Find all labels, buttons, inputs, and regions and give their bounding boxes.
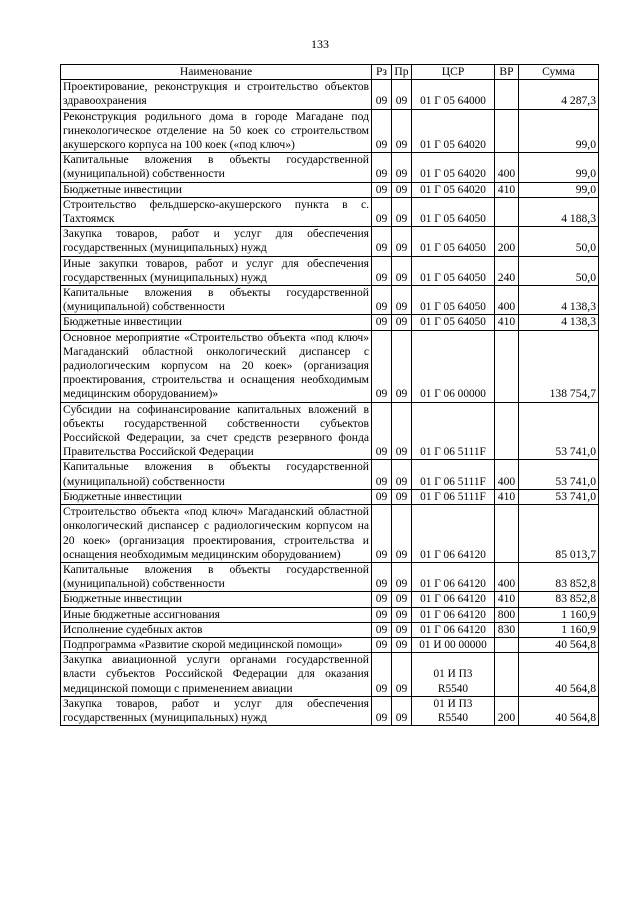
row-rz: 09: [372, 696, 392, 725]
row-sum: 83 852,8: [519, 562, 599, 591]
row-pr: 09: [392, 227, 412, 256]
row-pr: 09: [392, 402, 412, 460]
row-rz: 09: [372, 315, 392, 330]
row-sum: 99,0: [519, 109, 599, 153]
table-row: [61, 653, 599, 697]
row-vr: [495, 637, 519, 652]
header-name: Наименование: [61, 65, 372, 80]
row-vr: 400: [495, 460, 519, 489]
row-csr: 01 Г 05 64020: [412, 182, 495, 197]
row-name: Закупка авиационной услуги органами государственной власти субъектов Российской Федерации для оказания медицинской помощи с применением авиации: [61, 653, 372, 697]
row-csr: 01 Г 05 64050: [412, 286, 495, 315]
row-name: Закупка товаров, работ и услуг для обеспечения государственных (муниципальных) нужд: [61, 696, 372, 725]
row-name: Капитальные вложения в объекты государственной (муниципальной) собственности: [61, 562, 372, 591]
row-sum: 53 741,0: [519, 460, 599, 489]
row-name: Бюджетные инвестиции: [61, 489, 372, 504]
row-vr: 400: [495, 562, 519, 591]
row-name: Субсидии на софинансирование капитальных вложений в объекты государственной собственности субъектов Российской Федерации, за счет средств резервного фонда Правительства Российской Федерации: [61, 402, 372, 460]
row-vr: [495, 505, 519, 563]
row-pr: 09: [392, 315, 412, 330]
row-vr: [495, 653, 519, 697]
row-name: Основное мероприятие «Строительство объекта «под ключ» Магаданский областной онкологический диспансер с радиологическим корпусом на 20 коек» (организация проектирования, строительства и оснащения необходимым медицинским оборудованием)»: [61, 330, 372, 402]
row-vr: [495, 109, 519, 153]
row-sum: 53 741,0: [519, 489, 599, 504]
table-row: [61, 182, 599, 197]
row-sum: 53 741,0: [519, 402, 599, 460]
row-vr: 830: [495, 622, 519, 637]
row-name: Бюджетные инвестиции: [61, 592, 372, 607]
header-sum: Сумма: [519, 65, 599, 80]
table-row: [61, 622, 599, 637]
table-row: [61, 256, 599, 285]
table-row: [61, 315, 599, 330]
row-csr: 01 Г 05 64020: [412, 153, 495, 182]
row-csr: 01 И П3 R5540: [412, 653, 495, 697]
row-sum: 40 564,8: [519, 637, 599, 652]
row-pr: 09: [392, 653, 412, 697]
row-csr: 01 Г 06 64120: [412, 505, 495, 563]
row-sum: 138 754,7: [519, 330, 599, 402]
budget-table: [60, 64, 599, 726]
row-pr: 09: [392, 505, 412, 563]
row-pr: 09: [392, 622, 412, 637]
table-row: [61, 562, 599, 591]
table-row: [61, 696, 599, 725]
row-pr: 09: [392, 286, 412, 315]
row-vr: [495, 80, 519, 109]
row-csr: 01 Г 06 00000: [412, 330, 495, 402]
row-csr: 01 Г 06 5111F: [412, 460, 495, 489]
header-rz: Рз: [372, 65, 392, 80]
row-csr: 01 Г 05 64050: [412, 315, 495, 330]
row-rz: 09: [372, 489, 392, 504]
row-vr: 410: [495, 592, 519, 607]
row-vr: [495, 402, 519, 460]
row-name: Закупка товаров, работ и услуг для обеспечения государственных (муниципальных) нужд: [61, 227, 372, 256]
row-vr: 800: [495, 607, 519, 622]
row-csr: 01 Г 05 64000: [412, 80, 495, 109]
row-csr: 01 Г 05 64050: [412, 197, 495, 226]
row-pr: 09: [392, 592, 412, 607]
table-row: [61, 460, 599, 489]
row-rz: 09: [372, 607, 392, 622]
row-csr: 01 Г 05 64020: [412, 109, 495, 153]
row-pr: 09: [392, 696, 412, 725]
row-sum: 4 188,3: [519, 197, 599, 226]
row-vr: 400: [495, 153, 519, 182]
row-pr: 09: [392, 109, 412, 153]
row-pr: 09: [392, 637, 412, 652]
row-pr: 09: [392, 197, 412, 226]
row-name: Проектирование, реконструкция и строительство объектов здравоохранения: [61, 80, 372, 109]
row-csr: 01 Г 06 64120: [412, 622, 495, 637]
row-csr: 01 Г 06 5111F: [412, 402, 495, 460]
row-rz: 09: [372, 330, 392, 402]
row-sum: 4 138,3: [519, 315, 599, 330]
table-row: [61, 607, 599, 622]
row-pr: 09: [392, 562, 412, 591]
row-csr: 01 Г 05 64050: [412, 256, 495, 285]
row-rz: 09: [372, 505, 392, 563]
row-name: Капитальные вложения в объекты государственной (муниципальной) собственности: [61, 286, 372, 315]
row-rz: 09: [372, 592, 392, 607]
row-csr: 01 Г 05 64050: [412, 227, 495, 256]
row-sum: 99,0: [519, 153, 599, 182]
table-row: [61, 592, 599, 607]
table-row: [61, 637, 599, 652]
row-pr: 09: [392, 489, 412, 504]
row-rz: 09: [372, 402, 392, 460]
row-rz: 09: [372, 562, 392, 591]
row-csr: 01 Г 06 5111F: [412, 489, 495, 504]
row-vr: 410: [495, 489, 519, 504]
header-vr: ВР: [495, 65, 519, 80]
row-csr: 01 И 00 00000: [412, 637, 495, 652]
row-pr: 09: [392, 153, 412, 182]
table-header-row: [61, 65, 599, 80]
row-sum: 50,0: [519, 256, 599, 285]
table-row: [61, 330, 599, 402]
row-sum: 85 013,7: [519, 505, 599, 563]
row-name: Иные бюджетные ассигнования: [61, 607, 372, 622]
row-sum: 99,0: [519, 182, 599, 197]
row-sum: 1 160,9: [519, 622, 599, 637]
row-sum: 40 564,8: [519, 696, 599, 725]
row-name: Бюджетные инвестиции: [61, 315, 372, 330]
table-row: [61, 227, 599, 256]
row-pr: 09: [392, 607, 412, 622]
row-name: Капитальные вложения в объекты государственной (муниципальной) собственности: [61, 153, 372, 182]
row-pr: 09: [392, 330, 412, 402]
row-rz: 09: [372, 227, 392, 256]
row-name: Строительство фельдшерско-акушерского пункта в с. Тахтоямск: [61, 197, 372, 226]
row-csr: 01 Г 06 64120: [412, 562, 495, 591]
table-row: [61, 286, 599, 315]
page-number: 133: [311, 37, 329, 51]
table-row: [61, 505, 599, 563]
row-rz: 09: [372, 109, 392, 153]
row-vr: [495, 197, 519, 226]
row-name: Иные закупки товаров, работ и услуг для обеспечения государственных (муниципальных) нужд: [61, 256, 372, 285]
row-vr: 200: [495, 227, 519, 256]
table-row: [61, 109, 599, 153]
table-row: [61, 153, 599, 182]
row-csr: 01 Г 06 64120: [412, 607, 495, 622]
row-vr: 410: [495, 315, 519, 330]
row-rz: 09: [372, 286, 392, 315]
row-sum: 4 287,3: [519, 80, 599, 109]
row-rz: 09: [372, 637, 392, 652]
row-pr: 09: [392, 182, 412, 197]
row-sum: 40 564,8: [519, 653, 599, 697]
row-vr: [495, 330, 519, 402]
row-vr: 200: [495, 696, 519, 725]
row-sum: 1 160,9: [519, 607, 599, 622]
row-pr: 09: [392, 80, 412, 109]
row-vr: 410: [495, 182, 519, 197]
row-name: Капитальные вложения в объекты государственной (муниципальной) собственности: [61, 460, 372, 489]
row-rz: 09: [372, 80, 392, 109]
row-csr: 01 И П3 R5540: [412, 696, 495, 725]
row-name: Исполнение судебных актов: [61, 622, 372, 637]
row-name: Строительство объекта «под ключ» Магаданский областной онкологический диспансер с радиологическим корпусом на 20 коек» (организация проектирования, строительства и оснащения необходимым медицинским оборудованием): [61, 505, 372, 563]
table-row: [61, 489, 599, 504]
header-pr: Пр: [392, 65, 412, 80]
header-csr: ЦСР: [412, 65, 495, 80]
table-row: [61, 197, 599, 226]
row-rz: 09: [372, 256, 392, 285]
row-sum: 50,0: [519, 227, 599, 256]
table-row: [61, 402, 599, 460]
row-sum: 4 138,3: [519, 286, 599, 315]
row-pr: 09: [392, 460, 412, 489]
row-csr: 01 Г 06 64120: [412, 592, 495, 607]
row-name: Реконструкция родильного дома в городе Магадане под гинекологическое отделение на 50 коек со строительством акушерского корпуса на 100 коек («под ключ»): [61, 109, 372, 153]
row-pr: 09: [392, 256, 412, 285]
row-rz: 09: [372, 197, 392, 226]
row-rz: 09: [372, 653, 392, 697]
row-vr: 400: [495, 286, 519, 315]
row-rz: 09: [372, 182, 392, 197]
row-name: Подпрограмма «Развитие скорой медицинской помощи»: [61, 637, 372, 652]
row-sum: 83 852,8: [519, 592, 599, 607]
row-rz: 09: [372, 460, 392, 489]
row-vr: 240: [495, 256, 519, 285]
row-rz: 09: [372, 622, 392, 637]
row-name: Бюджетные инвестиции: [61, 182, 372, 197]
table-row: [61, 80, 599, 109]
row-rz: 09: [372, 153, 392, 182]
